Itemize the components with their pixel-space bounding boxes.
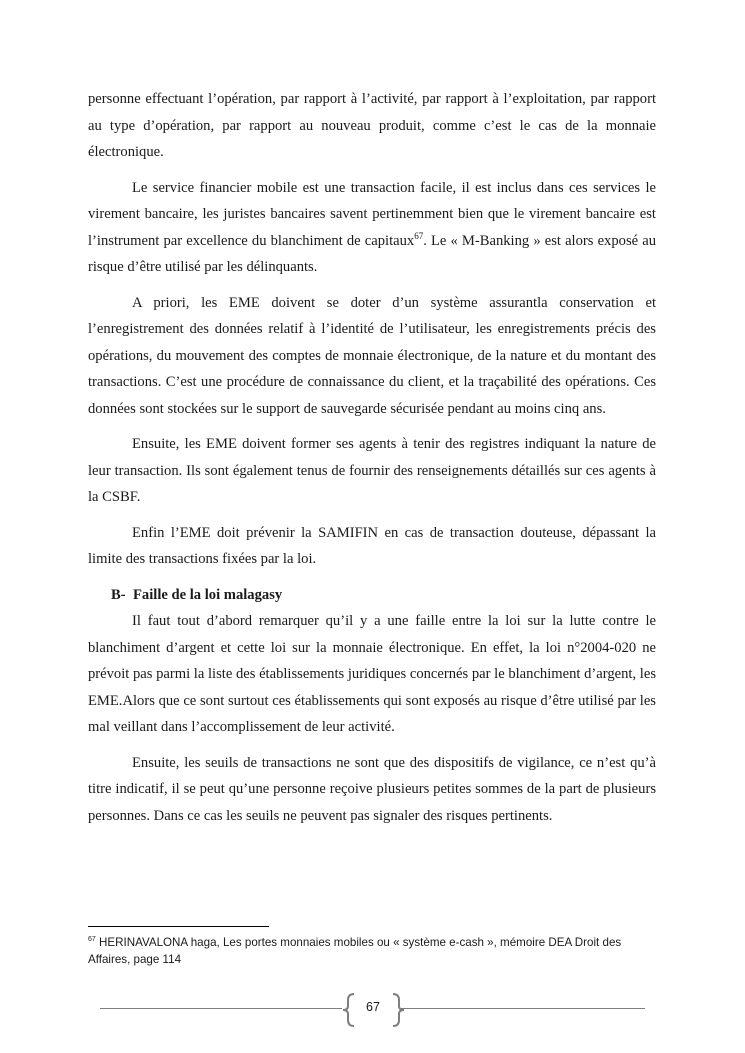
body-text bbox=[88, 86, 656, 838]
footnote-number: 67 bbox=[88, 936, 96, 944]
section-heading-number: B- bbox=[111, 586, 126, 603]
paragraph-2 bbox=[88, 175, 656, 281]
right-brace-icon bbox=[391, 993, 405, 1027]
paragraph-2-text-b: . Le « M-Banking » est alors exposé au risque d’être utilisé par les délinquants. bbox=[88, 232, 656, 275]
footnote-separator bbox=[88, 926, 269, 927]
paragraph-6: Il faut tout d’abord remarquer qu’il y a une faille entre la loi sur la lutte contre le blanchiment d’argent et cette loi sur la monnaie électronique. En effet, la loi n°2004-020 ne prévoit pas parmi la liste des établissements juridiques concernés par le blanchiment d’argent, les EME.Alors que ce sont surtout ces établissements qui sont exposés au risque d’être utilisé par les mal veillant dans l’accomplissement de leur activité. bbox=[88, 613, 656, 735]
left-brace-icon bbox=[342, 993, 356, 1027]
footnote-reference[interactable]: 67 bbox=[414, 230, 424, 241]
page-footer bbox=[100, 993, 645, 1027]
section-heading bbox=[88, 582, 656, 609]
paragraph-3: A priori, les EME doivent se doter d’un système assurantla conservation et l’enregistrement des données relatif à l’identité de l’utilisateur, les enregistrements précis des opérations, du mouvement des comptes de monnaie électronique, de la nature et du montant des transactions. C’est une procédure de connaissance du client, et la traçabilité des opérations. Ces données sont stockées sur le support de sauvegarde sécurisée pendant au moins cinq ans. bbox=[88, 294, 656, 417]
footer-line-left bbox=[100, 1008, 342, 1009]
paragraph-1: personne effectuant l’opération, par rapport à l’activité, par rapport à l’exploitation, par rapport au type d’opération, par rapport au nouveau produit, comme c’est le cas de la monnaie électronique. bbox=[88, 91, 656, 160]
paragraph-7: Ensuite, les seuils de transactions ne sont que des dispositifs de vigilance, ce n’est qu’à titre indicatif, il se peut qu’une personne reçoive plusieurs petites sommes de la part de plusieurs personnes. Dans ce cas les seuils ne peuvent pas signaler des risques pertinents. bbox=[88, 754, 656, 824]
paragraph-5: Enfin l’EME doit prévenir la SAMIFIN en cas de transaction douteuse, dépassant la limite des transactions fixées par la loi. bbox=[88, 524, 656, 567]
footer-line-right bbox=[400, 1008, 645, 1009]
paragraph-4: Ensuite, les EME doivent former ses agents à tenir des registres indiquant la nature de leur transaction. Ils sont également tenus de fournir des renseignements détaillés sur ces agents à la CSBF. bbox=[88, 436, 656, 505]
footnote bbox=[88, 934, 660, 968]
page-number: 67 bbox=[366, 1000, 380, 1014]
section-heading-title: Faille de la loi malagasy bbox=[133, 586, 283, 603]
footnote-text: HERINAVALONA haga, Les portes monnaies mobiles ou « système e-cash », mémoire DEA Droit des Affaires, page 114 bbox=[88, 936, 622, 966]
paragraph-2-text-a: Le service financier mobile est une transaction facile, il est inclus dans ces services le virement bancaire, les juristes bancaires savent pertinemment bien que le virement bancaire est l’instrument par excellence du blanchiment de capitaux bbox=[88, 179, 656, 249]
